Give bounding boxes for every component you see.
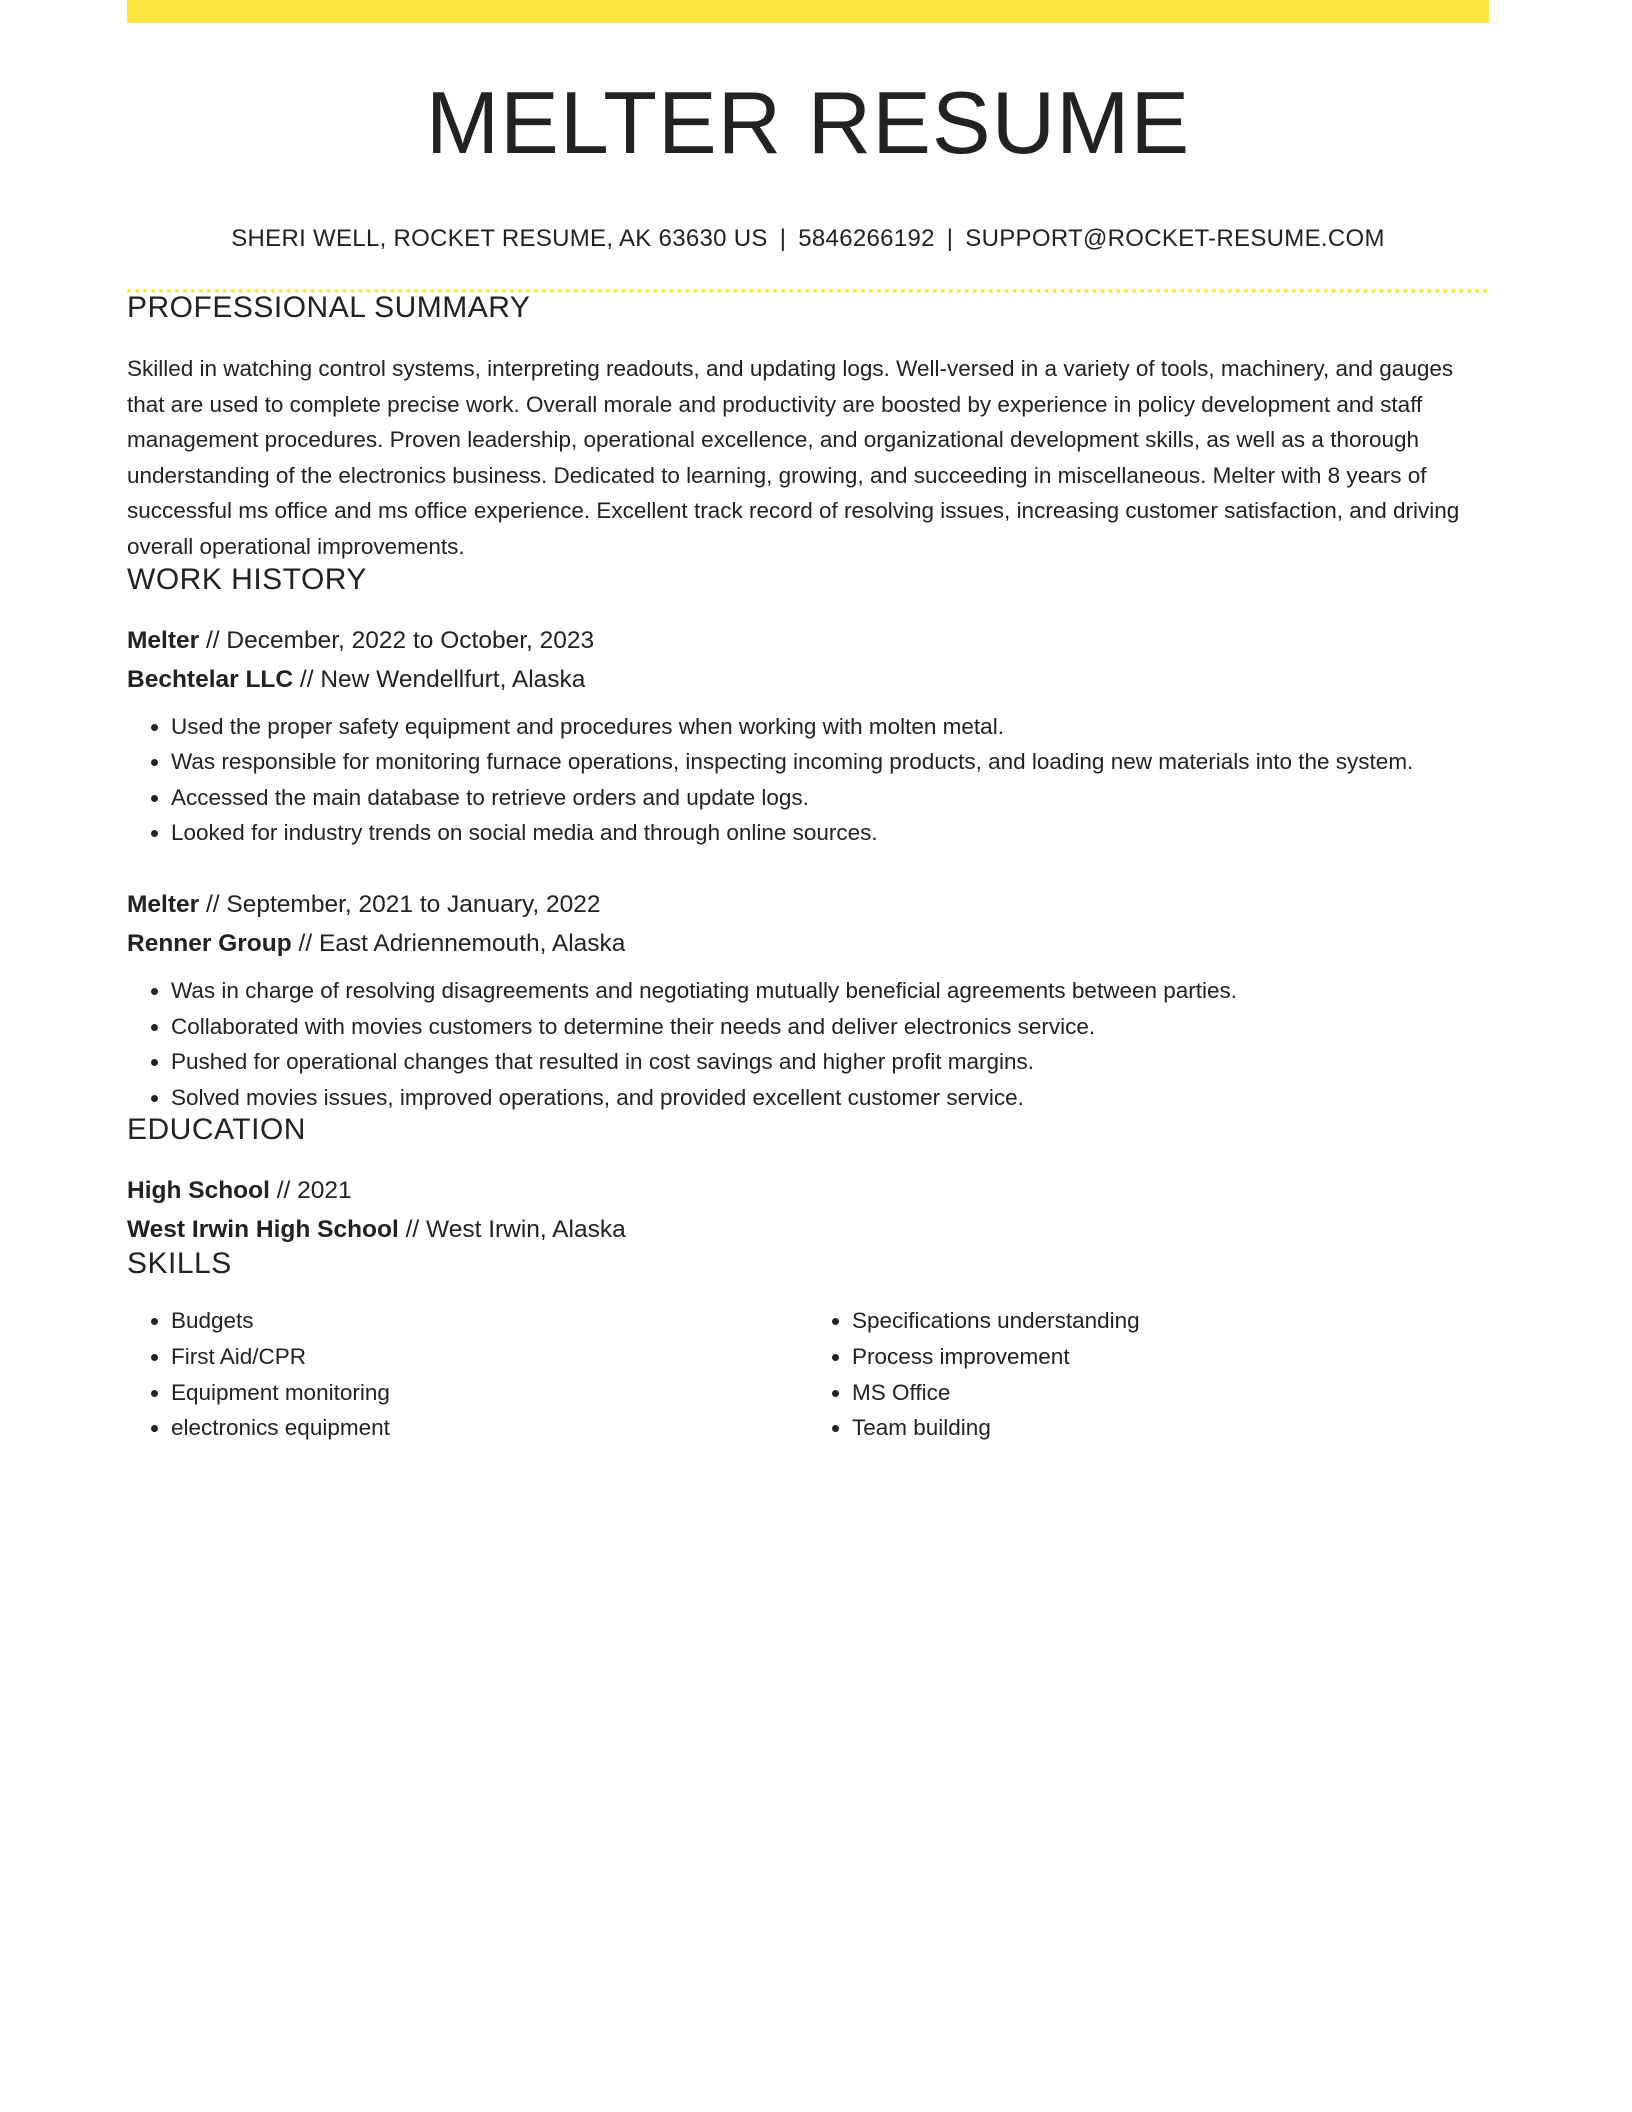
job-role-line: [127, 885, 1489, 924]
skill-item: • Process improvement: [852, 1339, 1489, 1375]
job-entry: [127, 621, 1489, 851]
job-duty: • Was responsible for monitoring furnace operations, inspecting incoming products, and loading new materials into the system.: [171, 744, 1489, 780]
job-duties-list: [127, 709, 1489, 851]
resume-page: [127, 0, 1489, 1446]
contact-email: SUPPORT@ROCKET-RESUME.COM: [965, 225, 1385, 252]
job-duty: • Solved movies issues, improved operations, and provided excellent customer service.: [171, 1080, 1489, 1116]
job-location: // East Adriennemouth, Alaska: [291, 929, 626, 957]
skills-list-left: [127, 1303, 808, 1445]
job-entry: [127, 885, 1489, 1115]
job-duty: • Collaborated with movies customers to determine their needs and deliver electronics service.: [171, 1009, 1489, 1045]
contact-separator: |: [779, 225, 787, 252]
education-degree: High School: [127, 1177, 270, 1205]
education-year: // 2021: [269, 1177, 352, 1205]
job-duty: • Was in charge of resolving disagreements and negotiating mutually beneficial agreements between parties.: [171, 973, 1489, 1009]
job-role-line: [127, 621, 1489, 660]
job-duty: • Used the proper safety equipment and procedures when working with molten metal.: [171, 709, 1489, 745]
skill-item: • MS Office: [852, 1375, 1489, 1411]
job-dates: // December, 2022 to October, 2023: [199, 626, 595, 654]
education-degree-line: [127, 1171, 1489, 1210]
skills-list-right: [808, 1303, 1489, 1445]
job-company: Bechtelar LLC: [127, 665, 294, 693]
skill-item: • First Aid/CPR: [171, 1339, 808, 1375]
education-section: [127, 1115, 1489, 1249]
education-school: West Irwin High School: [127, 1216, 399, 1244]
job-location: // New Wendellfurt, Alaska: [293, 665, 586, 693]
resume-name-heading: MELTER RESUME: [425, 73, 1191, 172]
work-history-section: [127, 562, 1489, 1116]
education-school-line: [127, 1210, 1489, 1249]
education-heading: EDUCATION: [127, 1113, 306, 1147]
job-duties-list: [127, 973, 1489, 1115]
contact-line: [127, 227, 1489, 251]
summary-text: Skilled in watching control systems, interpreting readouts, and updating logs. Well-versed in a variety of tools, machinery, and gauges that are used to complete precise work. Overall morale and productivity are boosted by experience in policy development and staff management procedures. Proven leadership, operational excellence, and organizational development skills, as well as a thorough understanding of the electronics business. Dedicated to learning, growing, and succeeding in miscellaneous. Melter with 8 years of successful ms office and ms office experience. Excellent track record of resolving issues, increasing customer satisfaction, and driving overall operational improvements.: [127, 356, 1460, 559]
job-company-line: [127, 924, 1489, 963]
skill-item: • Equipment monitoring: [171, 1375, 808, 1411]
skill-item: • electronics equipment: [171, 1410, 808, 1446]
job-dates: // September, 2021 to January, 2022: [199, 890, 601, 918]
job-company-line: [127, 660, 1489, 699]
contact-separator: |: [946, 225, 954, 252]
skill-item: • Budgets: [171, 1303, 808, 1339]
summary-section: [127, 293, 1489, 565]
skills-section: [127, 1249, 1489, 1445]
skill-item: • Specifications understanding: [852, 1303, 1489, 1339]
education-entry: [127, 1171, 1489, 1249]
job-duty: • Accessed the main database to retrieve orders and update logs.: [171, 780, 1489, 816]
skill-item: • Team building: [852, 1410, 1489, 1446]
job-company: Renner Group: [127, 929, 292, 957]
job-role: Melter: [127, 890, 200, 918]
contact-address: SHERI WELL, ROCKET RESUME, AK 63630 US: [231, 225, 768, 252]
skills-grid: [127, 1303, 1489, 1445]
skills-heading: SKILLS: [127, 1247, 232, 1281]
summary-heading: PROFESSIONAL SUMMARY: [127, 291, 531, 324]
job-duty: • Looked for industry trends on social media and through online sources.: [171, 815, 1489, 851]
top-accent-bar: [127, 0, 1489, 23]
job-role: Melter: [127, 626, 200, 654]
job-duty: • Pushed for operational changes that resulted in cost savings and higher profit margins.: [171, 1044, 1489, 1080]
contact-phone: 5846266192: [798, 225, 935, 252]
education-location: // West Irwin, Alaska: [398, 1216, 626, 1244]
work-history-heading: WORK HISTORY: [127, 562, 367, 596]
